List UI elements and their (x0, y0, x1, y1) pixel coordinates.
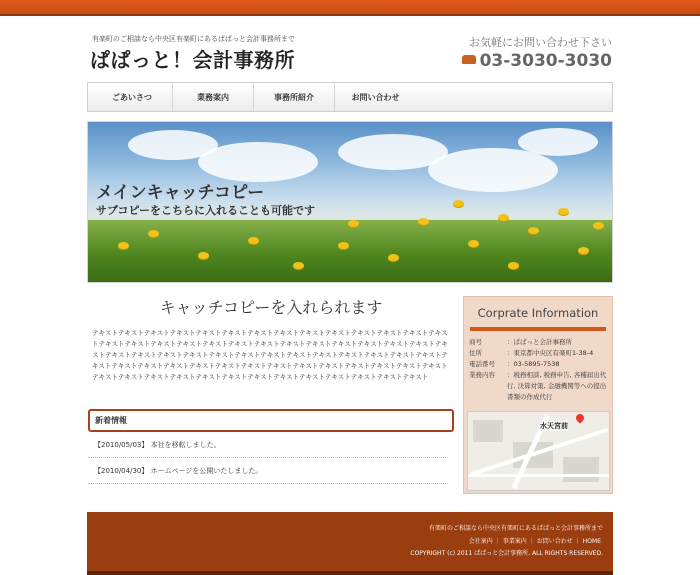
site-title[interactable]: ぱぱっと！会計事務所 (90, 48, 295, 72)
hero-banner (87, 121, 613, 283)
corporate-info-title: Corprate Information (470, 297, 606, 331)
main-content (88, 296, 454, 394)
nav-item-contact[interactable]: お問い合わせ (351, 92, 400, 102)
news-section (88, 409, 454, 484)
info-row-address (469, 348, 612, 359)
news-title: 新着情報 (88, 409, 454, 432)
global-nav (87, 82, 613, 112)
info-value: ：03-5895-7538 (507, 360, 560, 368)
info-key: 住所 (469, 349, 482, 357)
phone-number: 03-3030-3030 (479, 51, 612, 71)
footer-links: 会社案内 ｜ 事業案内 ｜ お問い合わせ ｜ HOME (468, 537, 601, 545)
info-value: ：税務相談, 税務申告, 各種届出代行, 決算対策, 金融機関等への提出書類の作成代行 (507, 371, 607, 401)
contact-block (462, 34, 612, 71)
footer (87, 512, 613, 575)
header (88, 30, 612, 75)
info-value: ：ぱぱっと会計事務所 (507, 338, 572, 346)
news-item[interactable]: 【2010/05/03】 本社を移転しました。 (88, 432, 448, 458)
hero-title: メインキャッチコピー (96, 183, 265, 203)
catch-copy: キャッチコピーを入れられます (159, 298, 383, 317)
nav-item-greeting[interactable]: ごあいさつ (92, 83, 173, 111)
nav-item-services[interactable]: 業務案内 (173, 83, 254, 111)
footer-link-company[interactable]: 会社案内 (468, 537, 493, 545)
info-value: ：東京都中央区有楽町1-38-4 (507, 349, 594, 357)
info-row-business (469, 370, 612, 403)
corporate-info-panel (463, 296, 613, 494)
location-map[interactable] (467, 411, 610, 491)
info-row-name (469, 337, 612, 348)
footer-copyright: COPYRIGHT (c) 2011 ぱぱっと会計事務所. ALL RIGHTS RESERVED. (410, 550, 603, 557)
footer-link-home[interactable]: HOME (582, 537, 601, 545)
phone-icon (462, 55, 476, 64)
footer-tagline: 有楽町のご相談なら中央区有楽町にあるぱぱっと会計事務所まで (428, 525, 603, 532)
body-text: テキストテキストテキストテキストテキストテキストテキストテキストテキストテキストテキストテキストテキストテキストテキストテキストテキストテキストテキストテキストテキストテキストテキストテキストテキストテキストテキストテキストテキストテキストテキストテキストテキストテキストテキストテキストテキストテキストテキストテキストテキストテキストテキストテキストテキストテキストテキストテキストテキストテキストテキストテキストテキストテキストテキストテキストテキストテキストテキストテキストテキストテキストテキストテキストテキストテキストテキストテキスト (92, 329, 448, 381)
hero-subtitle: サブコピーをこちらに入れることも可能です (96, 204, 316, 217)
footer-link-contact[interactable]: お問い合わせ (536, 537, 573, 545)
info-key: 電話番号 (469, 360, 495, 368)
info-row-phone (469, 359, 612, 370)
footer-link-business[interactable]: 事業案内 (502, 537, 527, 545)
corporate-info-list (469, 337, 612, 403)
contact-phone[interactable] (462, 51, 612, 71)
map-pin-icon (574, 412, 585, 423)
header-tagline: 有楽町のご相談なら中央区有楽町にあるぱぱっと会計事務所まで (92, 35, 295, 43)
news-item[interactable]: 【2010/04/30】 ホームページを公開いたしました。 (88, 458, 448, 484)
contact-label: お気軽にお問い合わせ下さい (469, 36, 612, 49)
nav-item-office[interactable]: 事務所紹介 (254, 83, 335, 111)
top-bar (0, 0, 700, 16)
info-key: 業務内容 (469, 371, 495, 379)
info-key: 商号 (469, 338, 482, 346)
footer-content (410, 523, 603, 561)
map-label: 水天宮前 (540, 422, 568, 430)
